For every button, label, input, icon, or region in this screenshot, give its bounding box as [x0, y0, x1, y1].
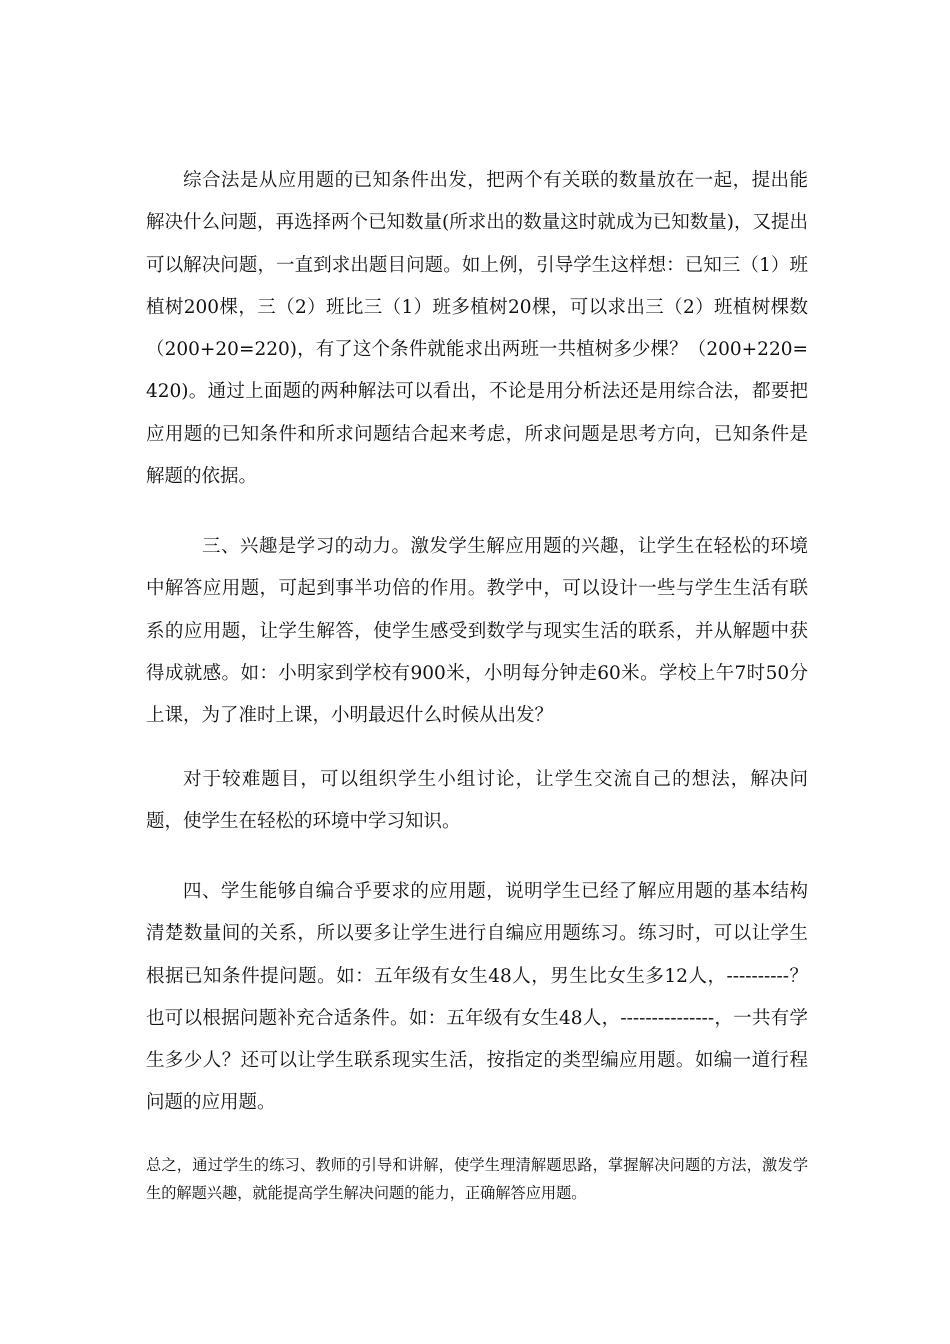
- paragraph-self-compiled-problems: 四、学生能够自编合乎要求的应用题，说明学生已经了解应用题的基本结构清楚数量间的关系，所以要多让学生进行自编应用题练习。练习时，可以让学生根据已知条件提问题。如：五年级有女生48人，男生比女生多12人，----------？也可以根据问题补充合适条件。如：五年级有女生48人，---------------，一共有学生多少人？还可以让学生联系现实生活，按指定的类型编应用题。如编一道行程问题的应用题。: [146, 881, 808, 1114]
- paragraph-synthesis-method: 综合法是从应用题的已知条件出发，把两个有关联的数量放在一起，提出能解决什么问题，再选择两个已知数量(所求出的数量这时就成为已知数量)，又提出可以解决问题，一直到求出题目问题。如上例，引导学生这样想：已知三（1）班植树200棵，三（2）班比三（1）班多植树20棵，可以求出三（2）班植树棵数（200+20=220)，有了这个条件就能求出两班一共植树多少棵？（200+220=420)。通过上面题的两种解法可以看出，不论是用分析法还是用综合法，都要把应用题的已知条件和所求问题结合起来考虑，所求问题是思考方向，已知条件是解题的依据。: [146, 170, 808, 488]
- paragraph-group-discussion: 对于较难题目，可以组织学生小组讨论，让学生交流自己的想法，解决问题，使学生在轻松的环境中学习知识。: [146, 769, 808, 833]
- paragraph-summary: 总之，通过学生的练习、教师的引导和讲解，使学生理清解题思路，掌握解决问题的方法，激发学生的解题兴趣，就能提高学生解决问题的能力，正确解答应用题。: [146, 1156, 808, 1202]
- paragraph-interest-motivation: 三、兴趣是学习的动力。激发学生解应用题的兴趣，让学生在轻松的环境中解答应用题，可起到事半功倍的作用。教学中，可以设计一些与学生生活有联系的应用题，让学生解答，使学生感受到数学与现实生活的联系，并从解题中获得成就感。如：小明家到学校有900米，小明每分钟走60米。学校上午7时50分上课，为了准时上课，小明最迟什么时候从出发？: [146, 536, 808, 727]
